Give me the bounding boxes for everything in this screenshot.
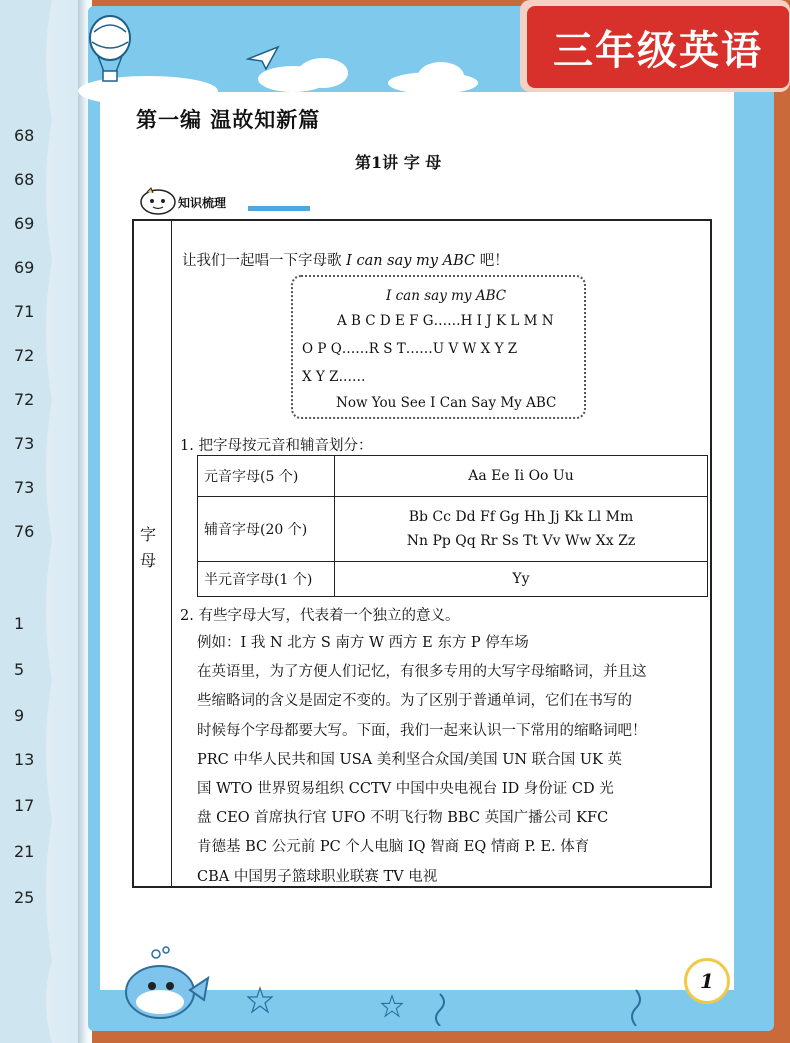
section-label: 知识梳理: [178, 196, 227, 210]
left-page-number: 73: [14, 434, 35, 453]
table-row: [198, 497, 708, 562]
left-page-number: 21: [14, 842, 35, 861]
paragraph-line: 例如：I 我 N 北方 S 南方 W 西方 E 东方 P 停车场: [197, 635, 529, 651]
left-page-number: 73: [14, 478, 35, 497]
intro-prefix: 让我们一起唱一下字母歌: [182, 253, 347, 269]
item-1-heading: 1. 把字母按元音和辅音划分：: [180, 438, 373, 454]
vowel-values: Aa Ee Ii Oo Uu: [335, 456, 708, 497]
paragraph-line: 些缩略词的含义是固定不变的。为了区别于普通单词，它们在书写的: [197, 693, 632, 710]
item-2-heading: 2. 有些字母大写，代表着一个独立的意义。: [180, 608, 460, 624]
paragraph-line: CBA 中国男子篮球职业联赛 TV 电视: [197, 868, 438, 885]
lesson-title: 第1讲 字 母: [355, 153, 442, 172]
left-page-number: 1: [14, 614, 25, 633]
page-number: 1: [684, 958, 730, 1004]
seaweed-icon: [430, 992, 450, 1026]
paper-plane-icon: [246, 45, 280, 71]
semivowel-value: Yy: [335, 562, 708, 597]
paragraph-line: 在英语里，为了方便人们记忆，有很多专用的大写字母缩略词，并且这: [197, 664, 647, 681]
letter-classification-table: [197, 455, 708, 597]
side-label-char-1: 字: [140, 525, 157, 544]
vowel-label: 元音字母(5 个): [198, 456, 335, 497]
song-line-4: Now You See I Can Say My ABC: [336, 395, 557, 411]
chapter-title: 第一编 温故知新篇: [136, 108, 321, 132]
table-row: [198, 456, 708, 497]
left-page-number: 69: [14, 214, 35, 233]
hot-air-balloon-icon: [84, 14, 136, 86]
left-page-number: 68: [14, 126, 35, 145]
paragraph-line: 时候每个字母都要大写。下面，我们一起来认识一下常用的缩略词吧！: [197, 722, 647, 739]
left-page-number: 71: [14, 302, 35, 321]
intro-song-name: I can say my ABC: [346, 253, 476, 269]
consonant-row-1: Bb Cc Dd Ff Gg Hh Jj Kk Ll Mm: [408, 509, 634, 525]
left-page-number: 72: [14, 346, 35, 365]
left-page-number: 9: [14, 706, 25, 725]
section-underline: [248, 206, 310, 211]
left-page-number: 68: [14, 170, 35, 189]
left-page: [0, 0, 84, 1043]
left-page-number: 5: [14, 660, 25, 679]
paragraph-line: 盘 CEO 首席执行官 UFO 不明飞行物 BBC 英国广播公司 KFC: [197, 810, 609, 827]
left-page-number: 69: [14, 258, 35, 277]
left-page-number: 76: [14, 522, 35, 541]
paragraph-line: PRC 中华人民共和国 USA 美利坚合众国/美国 UN 联合国 UK 英: [197, 751, 623, 768]
paragraph-line: 国 WTO 世界贸易组织 CCTV 中国中央电视台 ID 身份证 CD 光: [197, 781, 614, 797]
seaweed-icon: [626, 988, 646, 1026]
consonant-values: [335, 497, 708, 562]
side-label-char-2: 母: [140, 551, 157, 570]
consonant-label: 辅音字母(20 个): [198, 497, 335, 562]
song-line-2: O P Q……R S T……U V W X Y Z: [302, 341, 518, 357]
paragraph-line: 肯德基 BC 公元前 PC 个人电脑 IQ 智商 EQ 情商 P. E. 体育: [197, 839, 590, 856]
song-line-1: A B C D E F G……H I J K L M N: [337, 313, 554, 329]
intro-suffix: 吧！: [475, 253, 509, 269]
left-page-wave-edge: [0, 0, 84, 1043]
semivowel-label: 半元音字母(1 个): [198, 562, 335, 597]
song-line-3: X Y Z……: [302, 369, 366, 385]
whale-icon: [116, 944, 212, 1024]
song-title: I can say my ABC: [386, 288, 507, 304]
left-page-number: 17: [14, 796, 35, 815]
left-page-number: 25: [14, 888, 35, 907]
left-page-number: 72: [14, 390, 35, 409]
starfish-icon: [380, 994, 404, 1018]
consonant-row-2: Nn Pp Qq Rr Ss Tt Vv Ww Xx Zz: [406, 533, 636, 549]
grade-subject-tag: [527, 6, 789, 88]
starfish-icon: [246, 986, 274, 1014]
table-row: [198, 562, 708, 597]
grade-subject-label: 三年级英语: [553, 27, 763, 74]
intro-line: [182, 249, 509, 270]
left-page-number: 13: [14, 750, 35, 769]
